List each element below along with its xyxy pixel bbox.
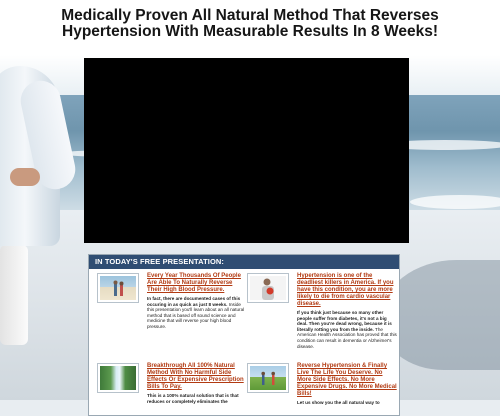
- item-lead: This is a 100% natural solution that is that reduces or completely eliminates the: [147, 393, 239, 404]
- item-title-link[interactable]: Breakthrough All 100% Natural Method With No Harmful Side Effects Or Expensive Prescription Bills To Pay.: [147, 363, 244, 390]
- item-description: [147, 393, 247, 404]
- background-wave: [410, 195, 500, 209]
- field-people-icon: [247, 363, 289, 393]
- video-player[interactable]: [84, 58, 409, 243]
- page-headline: Medically Proven All Natural Method That Reverses Hypertension With Measurable Results In 8 Weeks!: [61, 7, 439, 40]
- item-lead: If you think just because so many other people suffer from diabetes, it's not a big deal. Then you're dead wrong, because it is literally rotting you from the inside.: [297, 310, 392, 332]
- item-body: Inside this presentation you'll learn about an all natural method that is based off sound science and medicine that will reverse your high blood pressure.: [147, 301, 245, 329]
- item-description: [297, 310, 397, 349]
- item-title-link[interactable]: Every Year Thousands Of People Are Able To Naturally Reverse Their High Blood Pressure.: [147, 273, 241, 293]
- beach-people-icon: [97, 273, 139, 303]
- item-title-link[interactable]: Hypertension is one of the deadliest killers in America. If you have this condition, you are more likely to die from cardio vascular disease.: [297, 273, 394, 307]
- item-description: [147, 296, 247, 330]
- presentation-header: IN TODAY'S FREE PRESENTATION:: [89, 255, 399, 269]
- item-description: [297, 400, 397, 406]
- item-title-link[interactable]: Reverse Hypertension & Finally Live The Life You Deserve. No More Side Effects. No More Expensive Drugs. No More Medical Bills!: [297, 363, 397, 397]
- chest-pain-icon: [247, 273, 289, 303]
- item-body: The American Health Association has proved that this condition can result in dementia or Alzheimer's disease.: [297, 326, 397, 349]
- man-hand: [10, 168, 40, 186]
- man-leg: [0, 245, 28, 345]
- presentation-panel: [88, 254, 400, 416]
- waterfall-icon: [97, 363, 139, 393]
- item-lead: Let us show you the all natural way to: [297, 400, 380, 405]
- item-lead: In fact, there are documented cases of this occuring in as quick as just 8 weeks.: [147, 296, 241, 307]
